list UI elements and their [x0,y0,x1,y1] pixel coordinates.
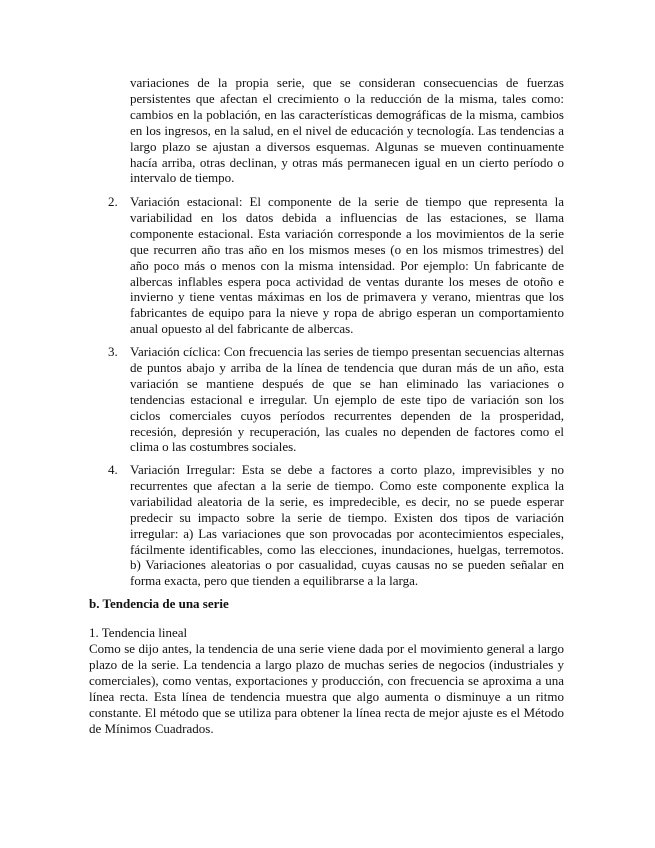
subsection-heading: 1. Tendencia lineal [89,625,188,640]
final-paragraph: Como se dijo antes, la tendencia de una serie viene dada por el movimiento general a largo plazo de la serie. La tendencia a largo plazo de muchas series de negocios (industriales y comerciales), como ventas, exportaciones y producción, con frecuencia se aproxima a una línea recta. Esta línea de tendencia muestra que algo aumenta o disminuye a un ritmo constante. El método que se utiliza para obtener la línea recta de mejor ajuste es el Método de Mínimos Cuadrados. [89,641,564,736]
list-item-number-3: 3. [108,344,118,359]
list-item-number-4: 4. [108,462,118,477]
section-heading: b. Tendencia de una serie [89,596,229,611]
list-item-cyclical-variation: Variación cíclica: Con frecuencia las series de tiempo presentan secuencias alternas de puntos abajo y arriba de la línea de tendencia que duran más de un año, esta variación se mantiene después de que se han eliminado las variaciones o tendencias estacional e irregular. Un ejemplo de este tipo de variación son los ciclos comerciales cuyos períodos recurrentes dependen de la prosperidad, recesión, depresión y recuperación, las cuales no dependen de factores como el clima o las costumbres sociales. [130,344,564,455]
intro-paragraph: variaciones de la propia serie, que se consideran consecuencias de fuerzas persistentes que afectan el crecimiento o la reducción de la misma, tales como: cambios en la población, en las características demográficas de la misma, cambios en los ingresos, en la salud, en el nivel de educación y tecnología. Las tendencias a largo plazo se ajustan a diversos esquemas. Algunas se mueven continuamente hacía arriba, otras declinan, y otras más permanecen igual en un cierto período o intervalo de tiempo. [130,75,564,186]
list-item-number-2: 2. [108,194,118,209]
list-item-seasonal-variation: Variación estacional: El componente de la serie de tiempo que representa la variabilidad en los datos debida a influencias de las estaciones, se llama componente estacional. Esta variación corresponde a los movimientos de la serie que recurren año tras año en los mismos meses (o en los mismos trimestres) del año poco más o menos con la misma intensidad. Por ejemplo: Un fabricante de albercas inflables espera poca actividad de ventas durante los meses de otoño e invierno y tiene ventas máximas en los de primavera y verano, mientras que los fabricantes de equipo para la nieve y ropa de abrigo esperan un comportamiento anual opuesto al del fabricante de albercas. [130,194,564,337]
list-item-irregular-variation: Variación Irregular: Esta se debe a factores a corto plazo, imprevisibles y no recurrentes que afectan a la serie de tiempo. Como este componente explica la variabilidad aleatoria de la serie, es impredecible, es decir, no se puede esperar predecir su impacto sobre la serie de tiempo. Existen dos tipos de variación irregular: a) Las variaciones que son provocadas por acontecimientos especiales, fácilmente identificables, como las elecciones, inundaciones, huelgas, terremotos. b) Variaciones aleatorias o por casualidad, cuyas causas no se pueden señalar en forma exacta, pero que tienden a equilibrarse a la larga. [130,462,564,589]
